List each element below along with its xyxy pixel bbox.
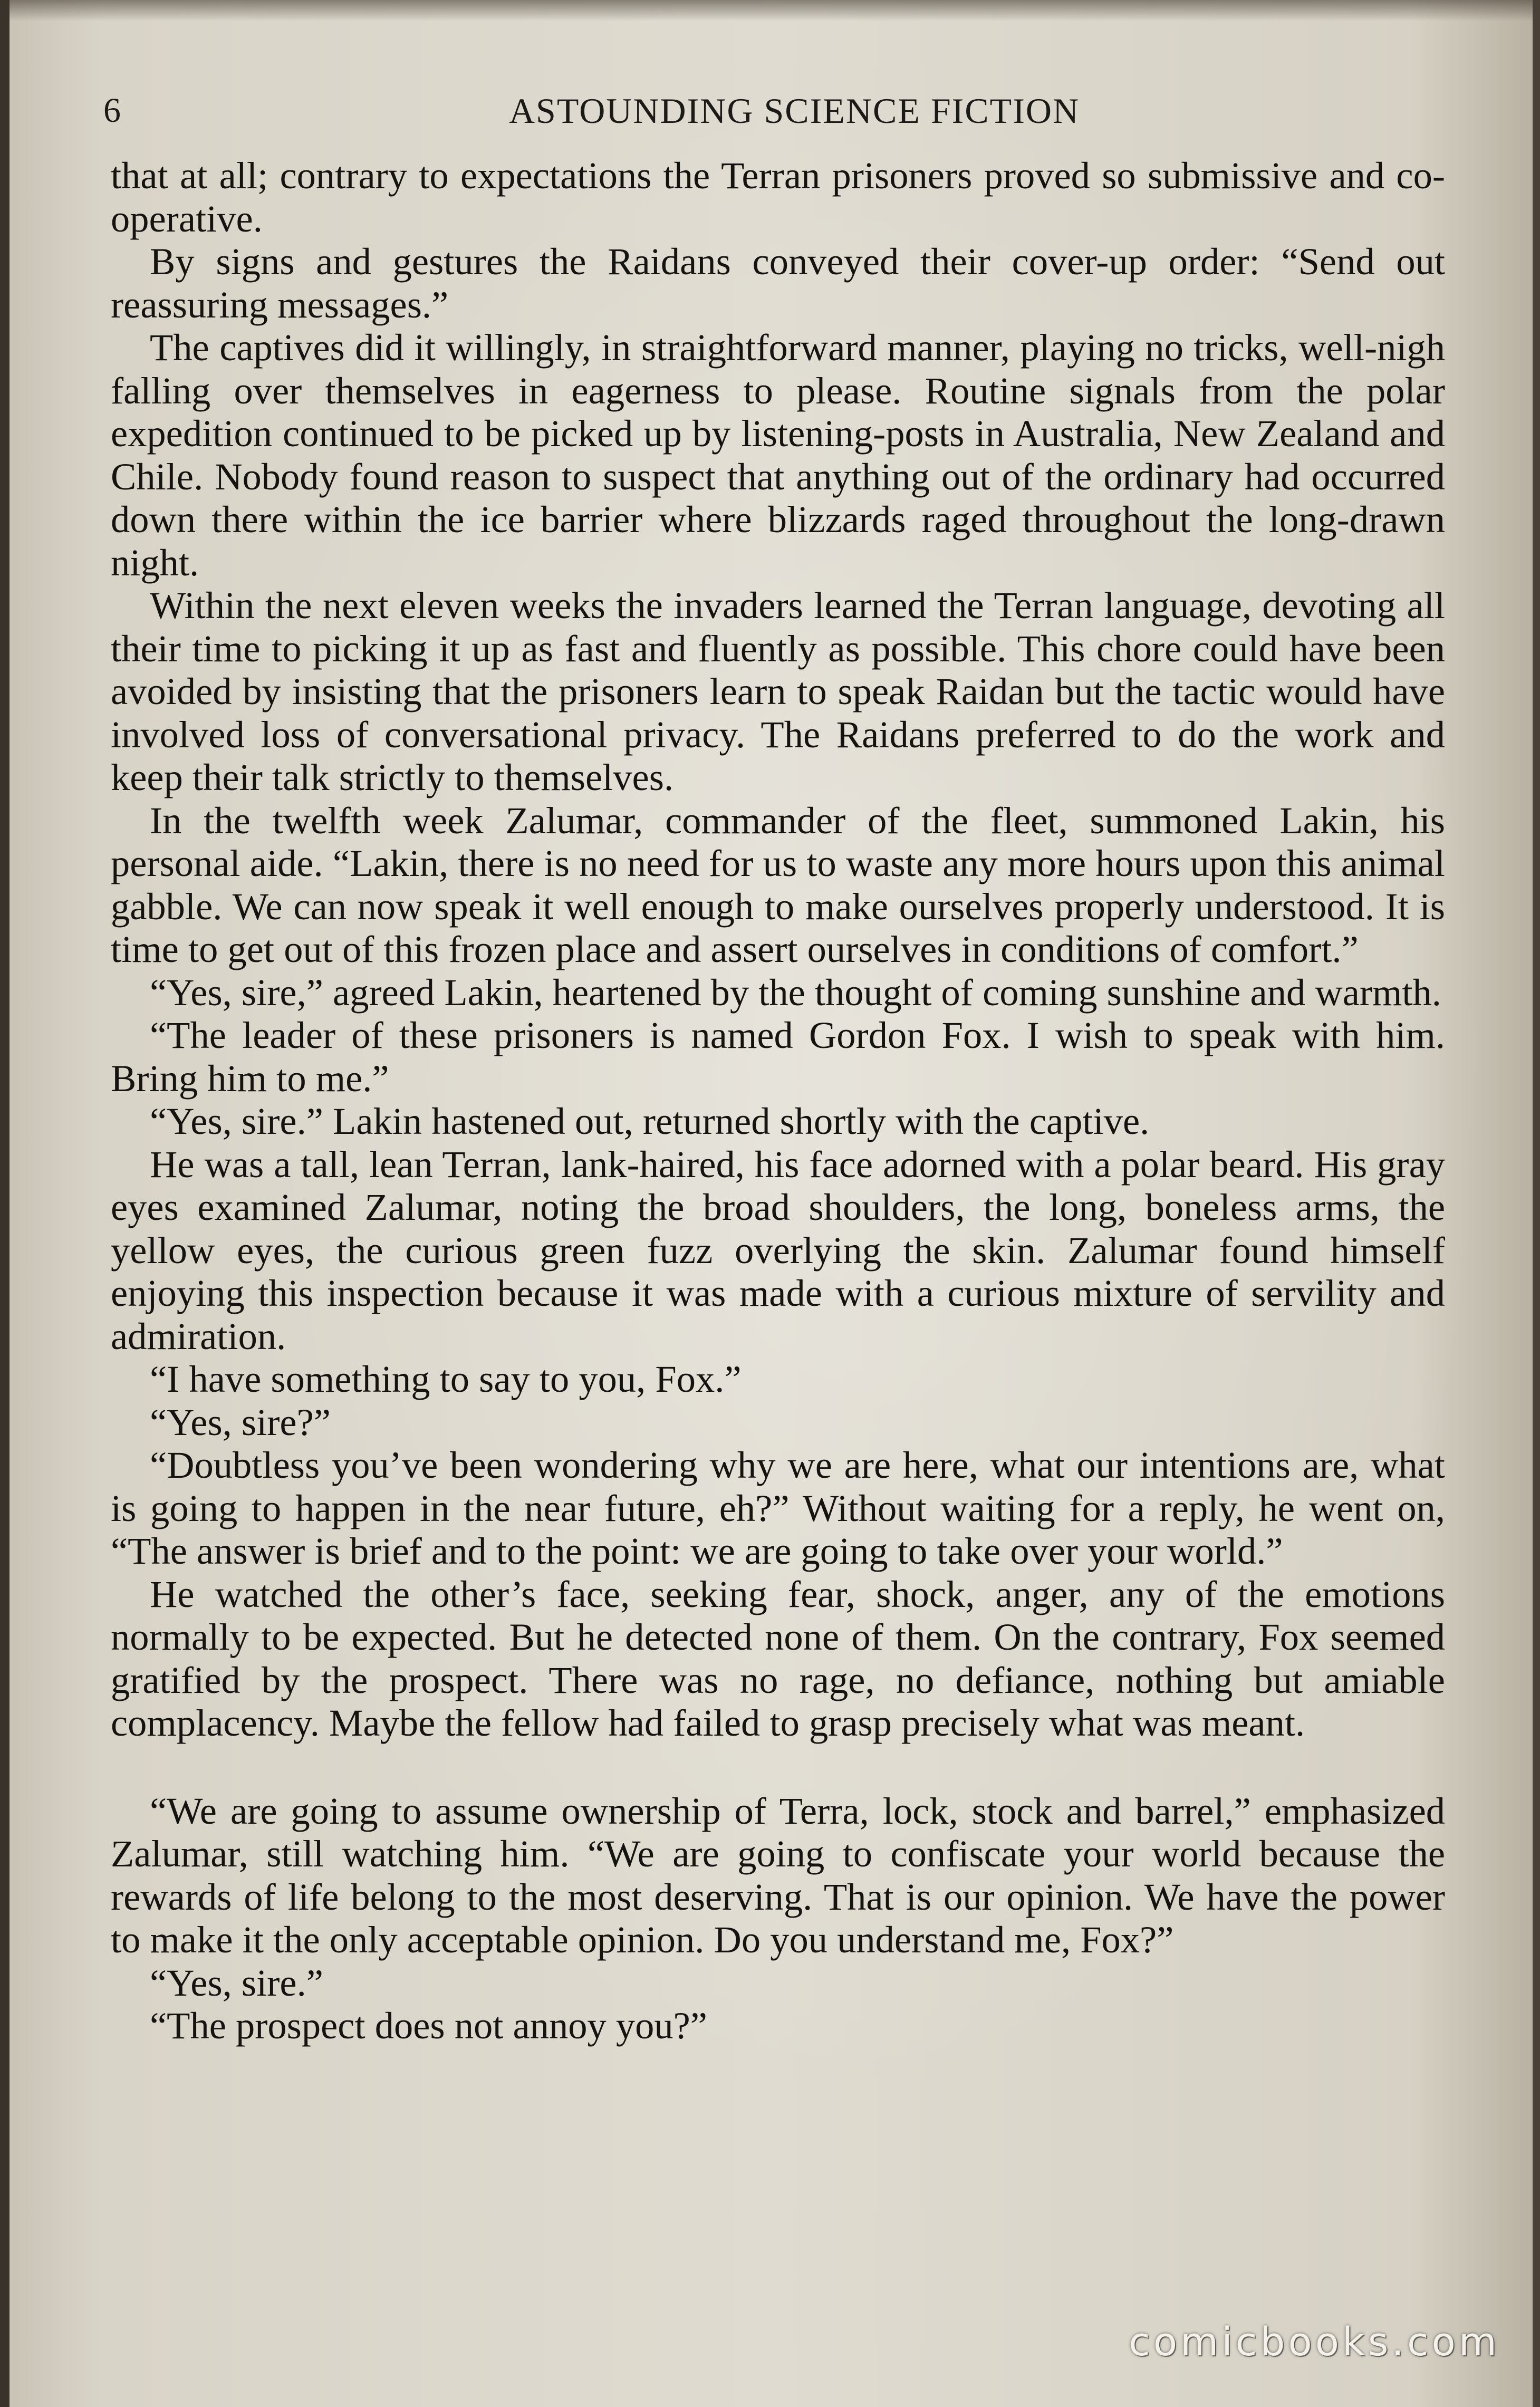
paragraph: In the twelfth week Zalumar, commander of the fleet, summoned Lakin, his personal aide. “Lakin, there is no need for us to waste any more hours upon this animal gabble. We can now speak it well enough to make ourselves properly understood. It is time to get out of this frozen place and assert ourselves in conditions of comfort.” bbox=[111, 798, 1445, 970]
page-shadow bbox=[9, 0, 1533, 21]
paragraph: “I have something to say to you, Fox.” bbox=[150, 1357, 742, 1400]
paragraph: “Doubtless you’ve been wondering why we are here, what our intentions are, what is going to happen in the near future, eh?” Without waiting for a reply, he went on, “The answer is brief and to the point: we are going to take over your world.” bbox=[111, 1443, 1445, 1572]
paragraph: “We are going to assume ownership of Terra, lock, stock and barrel,” emphasized Zalumar, still watching him. “We are going to confiscate your world because the rewards of life belong to the most deserving. That is our opinion. We have the power to make it the only acceptable opinion. Do you understand me, Fox?” bbox=[111, 1789, 1445, 1961]
paragraph: that at all; contrary to expectations the Terran prisoners proved so submissive and co-operative. bbox=[111, 154, 1445, 240]
page-number: 6 bbox=[103, 91, 121, 130]
paragraph: Within the next eleven weeks the invaders learned the Terran language, devoting all their time to picking it up as fast and fluently as possible. This chore could have been avoided by insisting that the prisoners learn to speak Raidan but the tactic would have involved loss of conversational privacy. The Raidans preferred to do the work and keep their talk strictly to themselves. bbox=[111, 584, 1445, 798]
paragraph: He watched the other’s face, seeking fear, shock, anger, any of the emotions normally to be expected. But he detected none of them. On the contrary, Fox seemed gratified by the prospect. There was no rage, no defiance, nothing but amiable complacency. Maybe the fellow had failed to grasp precisely what was meant. bbox=[111, 1572, 1445, 1744]
paragraph: He was a tall, lean Terran, lank-haired, his face adorned with a polar beard. His gray eyes examined Zalumar, noting the broad shoulders, the long, boneless arms, the yellow eyes, the curious green fuzz overlying the skin. Zalumar found himself enjoying this inspection because it was made with a curious mixture of servility and admiration. bbox=[111, 1142, 1445, 1357]
page-header bbox=[103, 87, 1454, 134]
paragraph: “The leader of these prisoners is named Gordon Fox. I wish to speak with him. Bring him to me.” bbox=[111, 1014, 1445, 1100]
paragraph: “The prospect does not annoy you?” bbox=[150, 2004, 707, 2047]
paragraph: By signs and gestures the Raidans conveyed their cover-up order: “Send out reassuring messages.” bbox=[111, 240, 1445, 326]
story-text bbox=[111, 154, 1445, 2047]
paragraph: “Yes, sire?” bbox=[150, 1400, 331, 1443]
watermark: comicbooks.com bbox=[1129, 2319, 1500, 2365]
paragraph: “Yes, sire,” agreed Lakin, heartened by the thought of coming sunshine and warmth. bbox=[150, 970, 1441, 1014]
paragraph: The captives did it willingly, in straightforward manner, playing no tricks, well-nigh falling over themselves in eagerness to please. Routine signals from the polar expedition continued to be picked up by listening-posts in Australia, New Zealand and Chile. Nobody found reason to suspect that anything out of the ordinary had occurred down there within the ice barrier where blizzards raged throughout the long-drawn night. bbox=[111, 326, 1445, 584]
running-head: ASTOUNDING SCIENCE FICTION bbox=[508, 91, 1080, 131]
paragraph: “Yes, sire.” bbox=[150, 1961, 323, 2004]
paragraph: “Yes, sire.” Lakin hastened out, returned shortly with the captive. bbox=[150, 1100, 1150, 1142]
